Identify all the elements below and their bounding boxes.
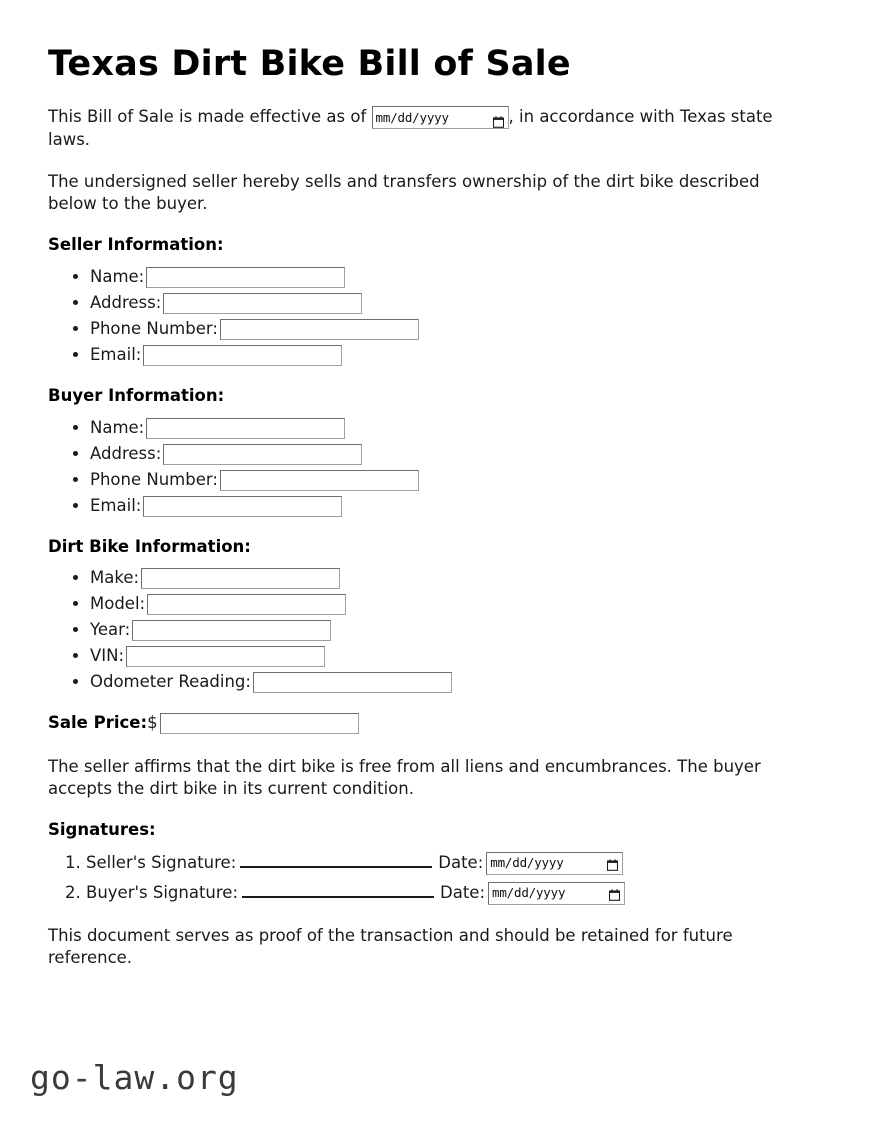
currency-symbol: $ xyxy=(147,713,158,733)
effective-date-paragraph xyxy=(48,106,788,151)
buyer-phone-input[interactable] xyxy=(220,470,419,491)
buyer-email-label: Email: xyxy=(90,495,142,515)
seller-address-input[interactable] xyxy=(163,293,362,314)
buyer-date-placeholder: mm/dd/yyyy xyxy=(492,885,566,901)
sale-price-label: Sale Price: xyxy=(48,713,148,733)
buyer-signature-label: Buyer's Signature: xyxy=(86,883,239,903)
calendar-icon[interactable] xyxy=(609,888,620,900)
buyer-date-input[interactable] xyxy=(488,882,625,905)
calendar-icon[interactable] xyxy=(493,112,504,124)
buyer-date-label: Date: xyxy=(440,883,486,903)
seller-name-input[interactable] xyxy=(146,267,345,288)
bike-vin-label: VIN: xyxy=(90,646,125,666)
bike-model-input[interactable] xyxy=(147,594,346,615)
seller-signature-line[interactable] xyxy=(240,853,432,868)
site-watermark: go-law.org xyxy=(30,1058,239,1097)
buyer-field-list xyxy=(48,418,788,517)
seller-date-label: Date: xyxy=(438,853,484,873)
bike-year-label: Year: xyxy=(90,620,131,640)
seller-name-label: Name: xyxy=(90,266,145,286)
seller-phone-label: Phone Number: xyxy=(90,318,218,338)
buyer-signature-line[interactable] xyxy=(242,883,434,898)
dirt-bike-information-heading: Dirt Bike Information: xyxy=(48,536,251,556)
sale-price-row xyxy=(48,713,788,734)
seller-email-input[interactable] xyxy=(143,345,342,366)
buyer-address-input[interactable] xyxy=(163,444,362,465)
closing-paragraph: This document serves as proof of the transaction and should be retained for future reference. xyxy=(48,926,733,968)
signatures-heading: Signatures: xyxy=(48,820,156,840)
list-item xyxy=(90,496,788,517)
buyer-name-input[interactable] xyxy=(146,418,345,439)
affirmation-paragraph: The seller affirms that the dirt bike is free from all liens and encumbrances. The buyer accepts the dirt bike in its current condition. xyxy=(48,757,761,799)
buyer-email-input[interactable] xyxy=(143,496,342,517)
list-item xyxy=(90,470,788,491)
list-item xyxy=(90,646,788,667)
sale-price-input[interactable] xyxy=(160,713,359,734)
document-content xyxy=(48,44,788,989)
page-title: Texas Dirt Bike Bill of Sale xyxy=(48,44,571,84)
list-item xyxy=(90,620,788,641)
list-item xyxy=(90,594,788,615)
seller-information-heading: Seller Information: xyxy=(48,235,224,255)
seller-address-label: Address: xyxy=(90,292,162,312)
transfer-paragraph: The undersigned seller hereby sells and transfers ownership of the dirt bike described below to the buyer. xyxy=(48,172,760,214)
bike-year-input[interactable] xyxy=(132,620,331,641)
seller-email-label: Email: xyxy=(90,344,142,364)
seller-date-input[interactable] xyxy=(486,852,623,875)
bike-make-input[interactable] xyxy=(141,568,340,589)
list-item xyxy=(90,345,788,366)
bike-odometer-label: Odometer Reading: xyxy=(90,672,251,692)
seller-date-placeholder: mm/dd/yyyy xyxy=(490,855,564,871)
bike-vin-input[interactable] xyxy=(126,646,325,667)
list-item xyxy=(90,444,788,465)
seller-field-list xyxy=(48,267,788,366)
calendar-icon[interactable] xyxy=(607,858,618,870)
intro-text-before-date: This Bill of Sale is made effective as of xyxy=(48,107,367,127)
buyer-name-label: Name: xyxy=(90,417,145,437)
buyer-phone-label: Phone Number: xyxy=(90,469,218,489)
list-item xyxy=(90,672,788,693)
buyer-address-label: Address: xyxy=(90,443,162,463)
signature-list xyxy=(48,852,788,905)
buyer-information-heading: Buyer Information: xyxy=(48,385,225,405)
list-item xyxy=(90,267,788,288)
list-item xyxy=(90,418,788,439)
bike-field-list xyxy=(48,568,788,693)
list-item xyxy=(90,293,788,314)
intro-text-after-date: , in accordance with Texas state laws. xyxy=(48,107,773,150)
list-item xyxy=(90,568,788,589)
list-item xyxy=(86,852,788,875)
bike-odometer-input[interactable] xyxy=(253,672,452,693)
list-item xyxy=(86,882,788,905)
effective-date-input[interactable] xyxy=(372,106,509,129)
bike-model-label: Model: xyxy=(90,594,146,614)
effective-date-placeholder: mm/dd/yyyy xyxy=(375,109,449,125)
bike-make-label: Make: xyxy=(90,568,140,588)
seller-phone-input[interactable] xyxy=(220,319,419,340)
list-item xyxy=(90,319,788,340)
seller-signature-label: Seller's Signature: xyxy=(86,853,237,873)
